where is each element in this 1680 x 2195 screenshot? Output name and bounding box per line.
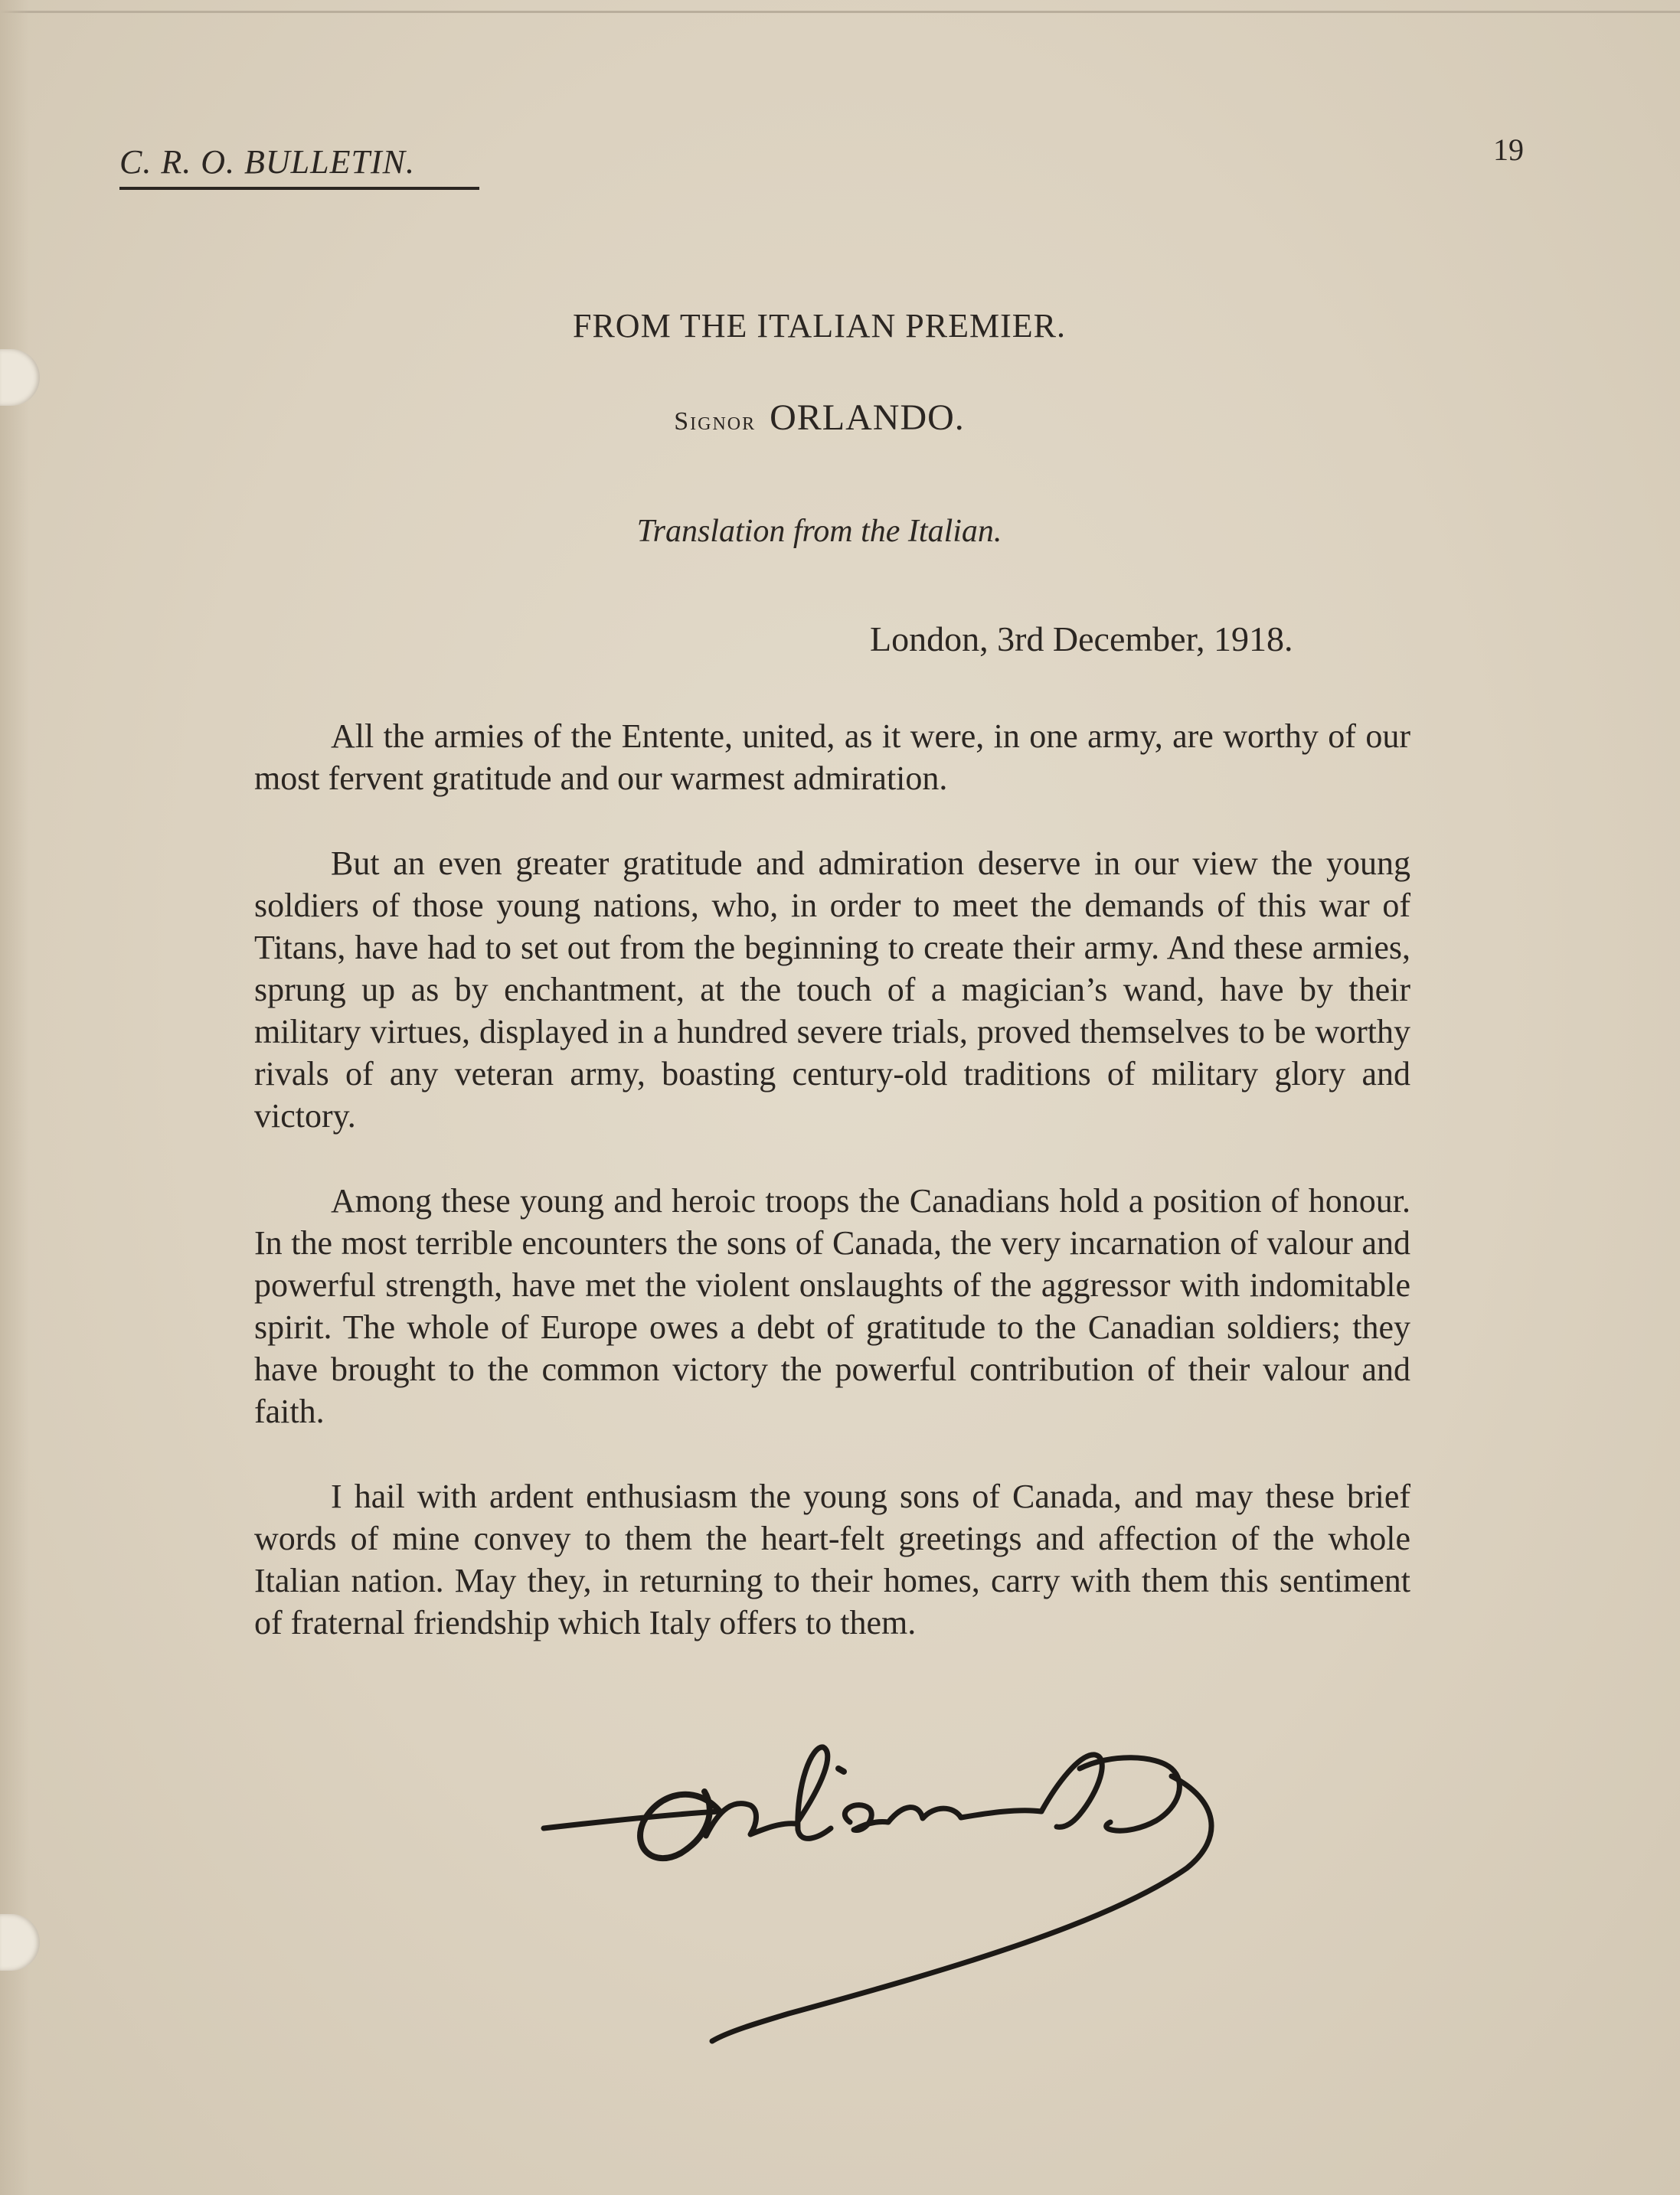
letter-body bbox=[254, 715, 1410, 1687]
signor-line bbox=[0, 397, 1639, 439]
punch-hole bbox=[0, 1914, 40, 1971]
paragraph: All the armies of the Entente, united, as it were, in one army, are worthy of our most fervent gratitude and our warmest admiration. bbox=[254, 717, 1410, 797]
signor-name: ORLANDO. bbox=[770, 397, 965, 438]
dateline: London, 3rd December, 1918. bbox=[870, 619, 1293, 658]
running-head: C. R. O. BULLETIN. bbox=[119, 143, 415, 181]
running-head-underline bbox=[119, 187, 479, 190]
paragraph: I hail with ardent enthusiasm the young sons of Canada, and may these brief words of mine convey to them the heart-felt greetings and affection of the whole Italian nation. May they, in returning to their homes, carry with them this sentiment of fraternal friendship which Italy offers to them. bbox=[254, 1478, 1410, 1641]
page-number: 19 bbox=[1493, 132, 1524, 167]
translation-note: Translation from the Italian. bbox=[636, 514, 1002, 549]
paragraph: Among these young and heroic troops the Canadians hold a position of honour. In the most terrible encounters the sons of Canada, the very incarnation of valour and powerful strength, have met the violent onslaughts of the aggressor with indomitable spirit. The whole of Europe owes a debt of gratitude to the Canadian soldiers; they have brought to the common victory the powerful contribution of their valour and faith. bbox=[254, 1182, 1410, 1430]
top-edge-rule bbox=[0, 11, 1680, 13]
handwritten-signature bbox=[528, 1738, 1386, 2075]
letter-title: FROM THE ITALIAN PREMIER. bbox=[572, 307, 1066, 345]
signor-label: Signor bbox=[674, 407, 757, 436]
paragraph: But an even greater gratitude and admiration deserve in our view the young soldiers of those young nations, who, in order to meet the demands of this war of Titans, have had to set out from the beginning to create their army. And these armies, sprung up as by enchantment, at the touch of a magician’s wand, have by their military virtues, displayed in a hundred severe trials, proved themselves to be worthy rivals of any veteran army, boasting century-old traditions of military glory and victory. bbox=[254, 844, 1410, 1135]
